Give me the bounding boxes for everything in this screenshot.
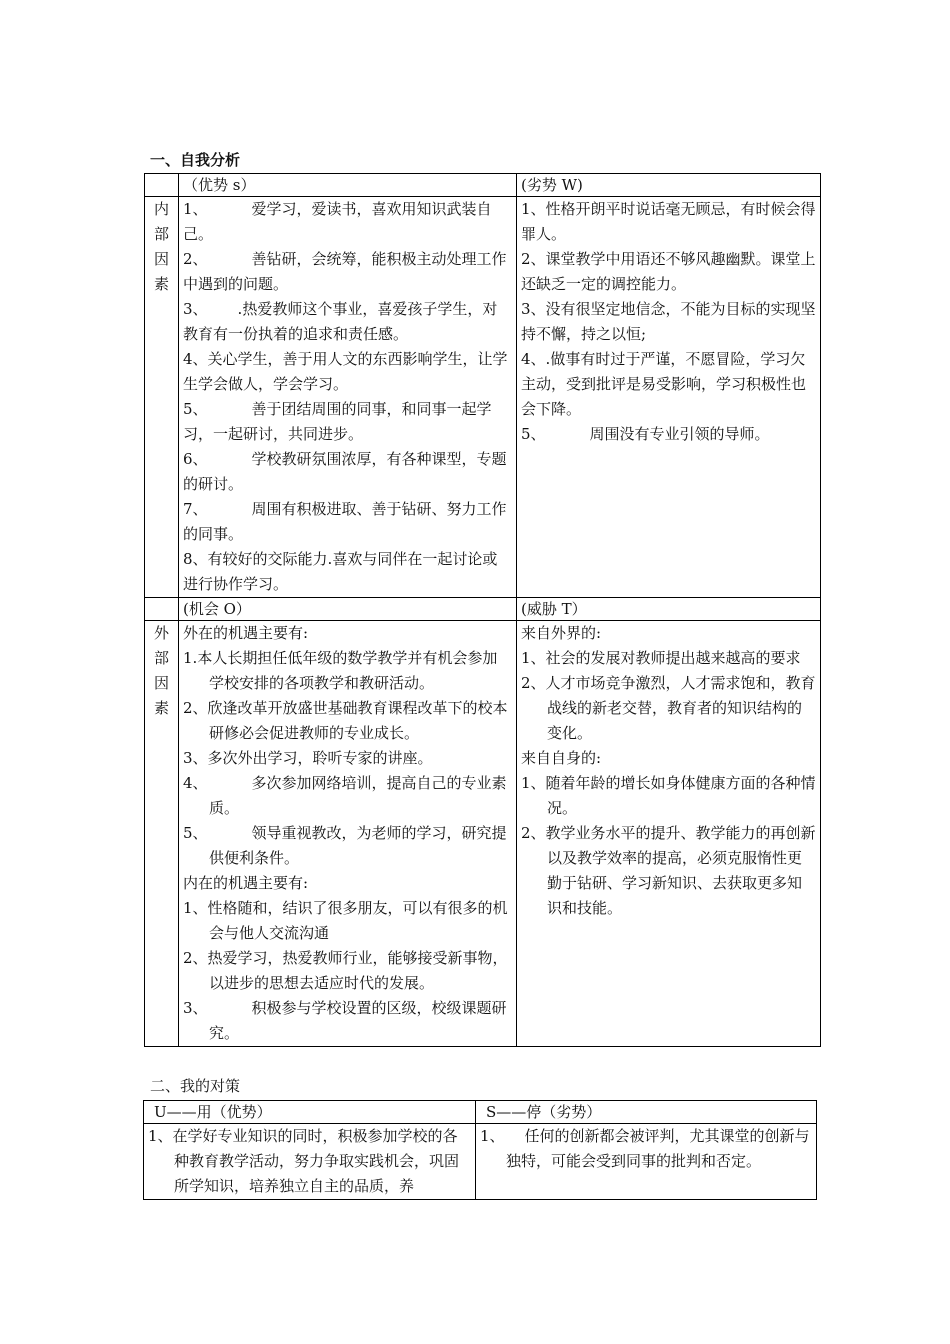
use-strengths-header: U——用（优势） (144, 1101, 476, 1124)
list-item: 4、 多次参加网络培训，提高自己的专业素质。 (183, 774, 507, 817)
list-item: 6、 学校教研氛围浓厚，有各种课型，专题的研讨。 (183, 450, 507, 493)
list-item: 1、在学好专业知识的同时，积极参加学校的各种教育教学活动，努力争取实践机会，巩固所学知识，培养独立自主的品质，养 (148, 1127, 460, 1195)
strategy-row (144, 1124, 817, 1200)
list-item: 2、课堂教学中用语还不够风趣幽默。课堂上还缺乏一定的调控能力。 (521, 250, 816, 293)
swot-row-external (145, 621, 821, 1047)
external-factors-label: 外 部 因 素 (145, 621, 179, 1047)
list-item: 2、欣逢改革开放盛世基础教育课程改革下的校本研修必会促进教师的专业成长。 (183, 699, 508, 742)
opportunities-cell (179, 621, 517, 1047)
list-item: 1.本人长期担任低年级的数学教学并有机会参加学校安排的各项教学和教研活动。 (183, 649, 498, 692)
subheading: 来自自身的: (521, 749, 602, 767)
threats-cell (517, 621, 821, 1047)
list-item: 5、 领导重视教改，为老师的学习，研究提供便利条件。 (183, 824, 507, 867)
weakness-header: (劣势 W) (517, 174, 821, 197)
strategy-table (143, 1100, 817, 1200)
list-item: 2、教学业务水平的提升、教学能力的再创新以及教学效率的提高，必须克服惰性更勤于钻研、学习新知识、去获取更多知识和技能。 (521, 824, 816, 917)
list-item: 1、社会的发展对教师提出越来越高的要求 (521, 649, 801, 667)
list-item: 1、性格随和，结识了很多朋友，可以有很多的机会与他人交流沟通 (183, 899, 508, 942)
list-item: 3、 .热爱教师这个事业，喜爱孩子学生，对教育有一份执着的追求和责任感。 (183, 300, 498, 343)
list-item: 5、 周围没有专业引领的导师。 (521, 425, 770, 443)
empty-corner-cell (145, 598, 179, 621)
subheading: 外在的机遇主要有: (183, 624, 309, 642)
list-item: 4、关心学生，善于用人文的东西影响学生，让学生学会做人，学会学习。 (183, 350, 508, 393)
list-item: 7、 周围有积极进取、善于钻研、努力工作的同事。 (183, 500, 507, 543)
list-item: 1、随着年龄的增长如身体健康方面的各种情况。 (521, 774, 816, 817)
opportunity-header: (机会 O） (179, 598, 517, 621)
list-item: 2、 善钻研，会统筹，能积极主动处理工作中遇到的问题。 (183, 250, 507, 293)
swot-header-row-internal (145, 174, 821, 197)
list-item: 3、多次外出学习，聆听专家的讲座。 (183, 749, 433, 767)
stop-weaknesses-cell (476, 1124, 817, 1200)
use-strengths-cell (144, 1124, 476, 1200)
strengths-cell (179, 197, 517, 598)
swot-table (144, 173, 821, 1047)
strategy-header-row (144, 1101, 817, 1124)
list-item: 1、性格开朗平时说话毫无顾忌，有时候会得罪人。 (521, 200, 816, 243)
list-item: 3、 积极参与学校设置的区级，校级课题研究。 (183, 999, 507, 1042)
list-item: 1、 任何的创新都会被评判，尤其课堂的创新与独特，可能会受到同事的批判和否定。 (480, 1127, 810, 1170)
list-item: 2、热爱学习，热爱教师行业，能够接受新事物，以进步的思想去适应时代的发展。 (183, 949, 508, 992)
internal-factors-label: 内 部 因 素 (145, 197, 179, 598)
swot-row-internal (145, 197, 821, 598)
list-item: 8、有较好的交际能力.喜欢与同伴在一起讨论或进行协作学习。 (183, 550, 498, 593)
stop-weaknesses-header: S——停（劣势） (476, 1101, 817, 1124)
section-title-self-analysis: 一、自我分析 (150, 151, 241, 169)
list-item: 5、 善于团结周围的同事，和同事一起学习，一起研讨，共同进步。 (183, 400, 492, 443)
swot-header-row-external (145, 598, 821, 621)
subheading: 内在的机遇主要有: (183, 874, 309, 892)
section-title-strategy: 二、我的对策 (150, 1077, 241, 1095)
empty-corner-cell (145, 174, 179, 197)
threat-header: (威胁 T） (517, 598, 821, 621)
weaknesses-cell (517, 197, 821, 598)
strength-header: （优势 s） (179, 174, 517, 197)
list-item: 4、.做事有时过于严谨，不愿冒险，学习欠主动，受到批评是易受影响，学习积极性也会下降。 (521, 350, 807, 418)
list-item: 1、 爱学习，爱读书，喜欢用知识武装自己。 (183, 200, 492, 243)
list-item: 3、没有很坚定地信念，不能为目标的实现坚持不懈，持之以恒; (521, 300, 816, 343)
list-item: 2、人才市场竞争激烈，人才需求饱和，教育战线的新老交替，教育者的知识结构的变化。 (521, 674, 816, 742)
subheading: 来自外界的: (521, 624, 602, 642)
